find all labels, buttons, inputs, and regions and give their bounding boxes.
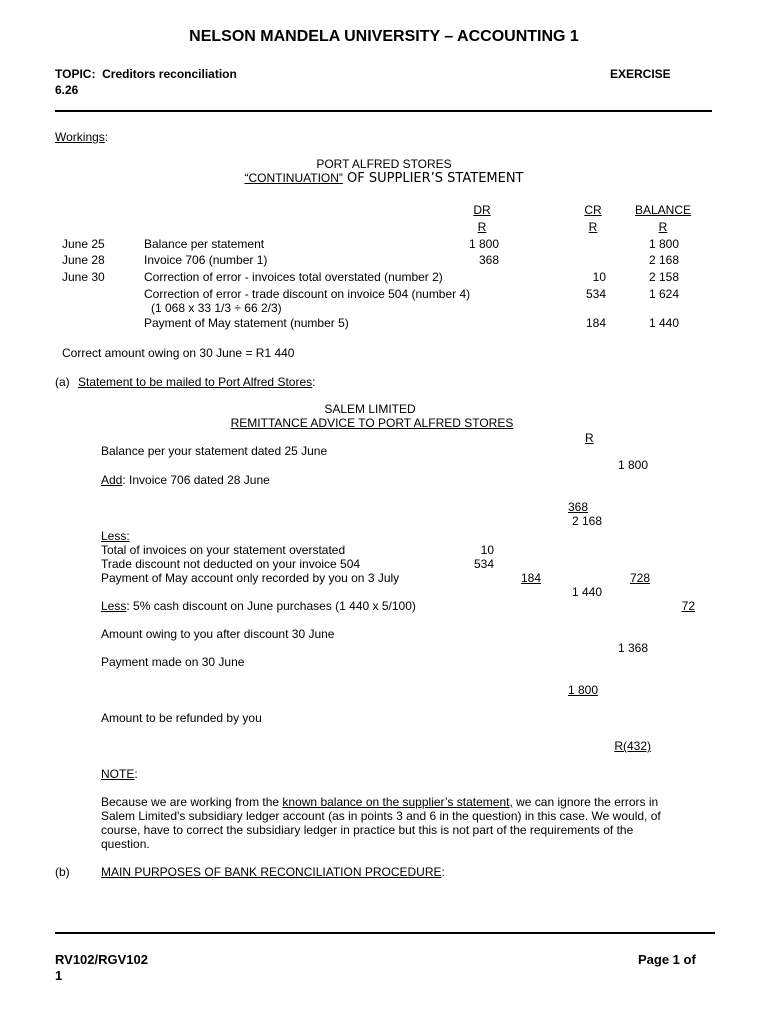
workings-label: Workings:: [55, 130, 109, 144]
remittance-heading: REMITTANCE ADVICE TO PORT ALFRED STORES: [230, 416, 514, 430]
correct-amount: Correct amount owing on 30 June = R1 440: [62, 346, 295, 360]
company-name: SALEM LIMITED: [324, 402, 416, 416]
col-header-balance: BALANCE: [634, 203, 692, 217]
exercise-label: EXERCISE: [610, 67, 671, 81]
less-item: Trade discount not deducted on your invoice 504: [101, 557, 361, 571]
col-header-dr: DR: [473, 203, 491, 217]
discount-value: 72: [681, 599, 695, 613]
topic-value: Creditors reconciliation: [102, 67, 237, 81]
less-item-value: 10: [480, 543, 494, 557]
add-line: Add: Invoice 706 dated 28 June: [101, 473, 270, 487]
col-unit-cr: R: [588, 220, 598, 234]
less-label: Less:: [101, 529, 130, 543]
refund-value: R(432): [614, 739, 651, 753]
discount-line: Less: 5% cash discount on June purchases (1 440 x 5/100): [101, 599, 416, 613]
part-a-label: (a): [55, 375, 70, 389]
workings-heading-2: “CONTINUATION” OF SUPPLIER’S STATEMENT: [244, 171, 524, 186]
part-a-title: Statement to be mailed to Port Alfred Stores:: [78, 375, 316, 389]
part-b-label: (b): [55, 865, 70, 879]
balance-text: Balance per your statement dated 25 June: [101, 444, 328, 458]
less-item: Payment of May account only recorded by you on 3 July: [101, 571, 400, 585]
payment-value: 1 800: [567, 683, 598, 697]
footer-code: RV102/RGV102: [55, 952, 148, 967]
less-item-value: 534: [473, 557, 494, 571]
owing-value: 1 368: [617, 641, 648, 655]
after-less-value: 1 440: [571, 585, 602, 599]
footer-divider: [55, 932, 715, 934]
payment-text: Payment made on 30 June: [101, 655, 245, 669]
part-b-title: MAIN PURPOSES OF BANK RECONCILIATION PROCEDURE:: [101, 865, 445, 879]
refund-text: Amount to be refunded by you: [101, 711, 262, 725]
topic-line: [55, 67, 237, 81]
footer-page-total: 1: [55, 968, 63, 983]
less-total: 728: [629, 571, 650, 585]
owing-text: Amount owing to you after discount 30 June: [101, 627, 335, 641]
note-label: NOTE:: [101, 767, 138, 781]
footer-page-label: Page 1 of: [638, 952, 696, 967]
less-item-value: 184: [520, 571, 541, 585]
remittance-unit: R: [585, 431, 594, 445]
workings-heading-1: PORT ALFRED STORES: [316, 157, 452, 171]
exercise-number: 6.26: [55, 83, 79, 97]
col-unit-dr: R: [477, 220, 487, 234]
less-item: Total of invoices on your statement overstated: [101, 543, 346, 557]
topic-label: TOPIC:: [55, 67, 96, 81]
add-value: 368: [567, 500, 588, 514]
col-unit-balance: R: [658, 220, 668, 234]
col-header-cr: CR: [584, 203, 602, 217]
balance-value: 1 800: [617, 458, 648, 472]
subtotal-value: 2 168: [571, 514, 602, 528]
header-divider: [55, 110, 712, 112]
page-title: NELSON MANDELA UNIVERSITY – ACCOUNTING 1: [189, 28, 579, 45]
